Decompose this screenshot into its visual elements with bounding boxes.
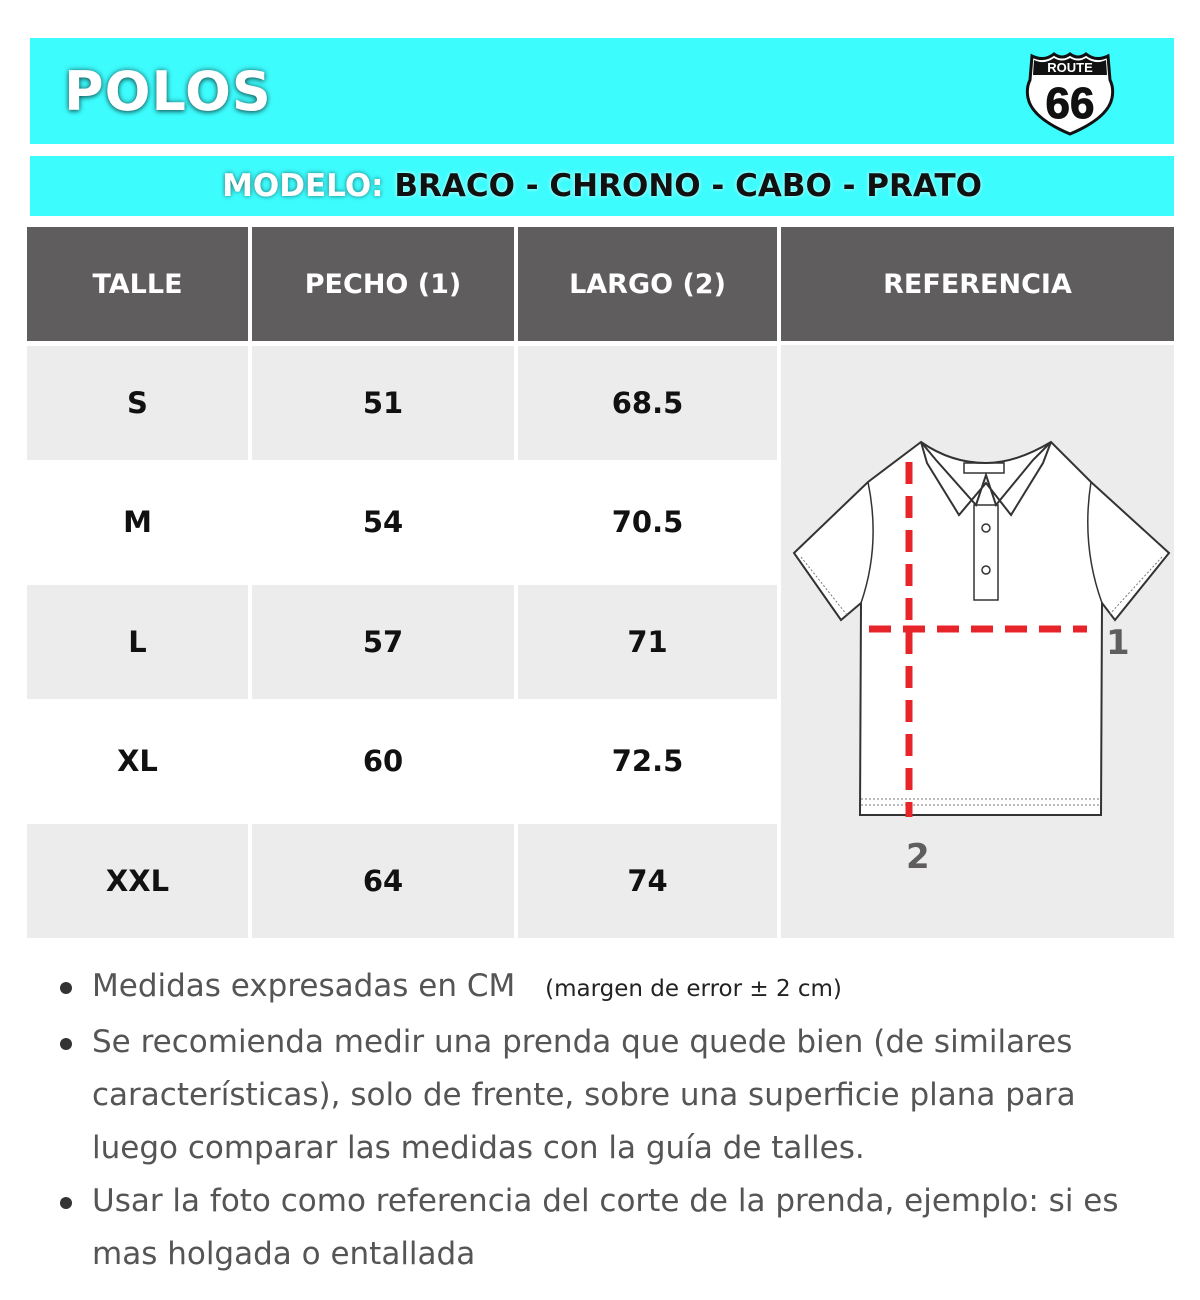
table-cell-talle: XXL: [27, 824, 248, 938]
table-cell-pecho: 64: [252, 824, 514, 938]
route-66-logo: [1024, 48, 1116, 138]
bullet-icon: [60, 1038, 72, 1050]
bullet-icon: [60, 1197, 72, 1209]
table-cell-largo: 74: [518, 824, 777, 938]
table-cell-pecho: 60: [252, 704, 514, 818]
page-title: POLOS: [64, 60, 272, 123]
logo-top-text: ROUTE: [1047, 60, 1093, 75]
column-header-pecho: PECHO (1): [252, 227, 514, 341]
list-item: [56, 1016, 1166, 1175]
measure-label-1: 1: [1106, 623, 1130, 663]
table-cell-pecho: 57: [252, 585, 514, 699]
bullet-icon: [60, 982, 72, 994]
list-item: [56, 960, 1166, 1016]
column-header-referencia: REFERENCIA: [781, 227, 1174, 341]
table-cell-largo: 68.5: [518, 346, 777, 460]
note-text: Usar la foto como referencia del corte de la prenda, ejemplo: si es mas holgada o entallada: [92, 1183, 1119, 1272]
table-cell-pecho: 51: [252, 346, 514, 460]
table-cell-largo: 71: [518, 585, 777, 699]
table-cell-talle: S: [27, 346, 248, 460]
column-header-largo: LARGO (2): [518, 227, 777, 341]
list-item: [56, 1175, 1166, 1281]
table-cell-talle: XL: [27, 704, 248, 818]
table-cell-largo: 70.5: [518, 465, 777, 579]
table-cell-pecho: 54: [252, 465, 514, 579]
table-cell-talle: L: [27, 585, 248, 699]
table-cell-talle: M: [27, 465, 248, 579]
logo-number: 66: [1045, 79, 1095, 128]
model-bar: [30, 156, 1174, 216]
note-margin-error: (margen de error ± 2 cm): [545, 976, 842, 1002]
model-label: MODELO:: [222, 168, 384, 204]
table-cell-largo: 72.5: [518, 704, 777, 818]
model-values: BRACO - CHRONO - CABO - PRATO: [394, 168, 982, 204]
notes-list: [56, 960, 1166, 1281]
column-header-talle: TALLE: [27, 227, 248, 341]
measure-label-2: 2: [906, 837, 930, 877]
note-text: Medidas expresadas en CM: [92, 968, 516, 1004]
title-banner: [30, 38, 1174, 144]
note-text: Se recomienda medir una prenda que quede bien (de similares características), solo de frente, sobre una superficie plana para luego comparar las medidas con la guía de talles.: [92, 1024, 1076, 1166]
reference-panel: [781, 345, 1174, 938]
